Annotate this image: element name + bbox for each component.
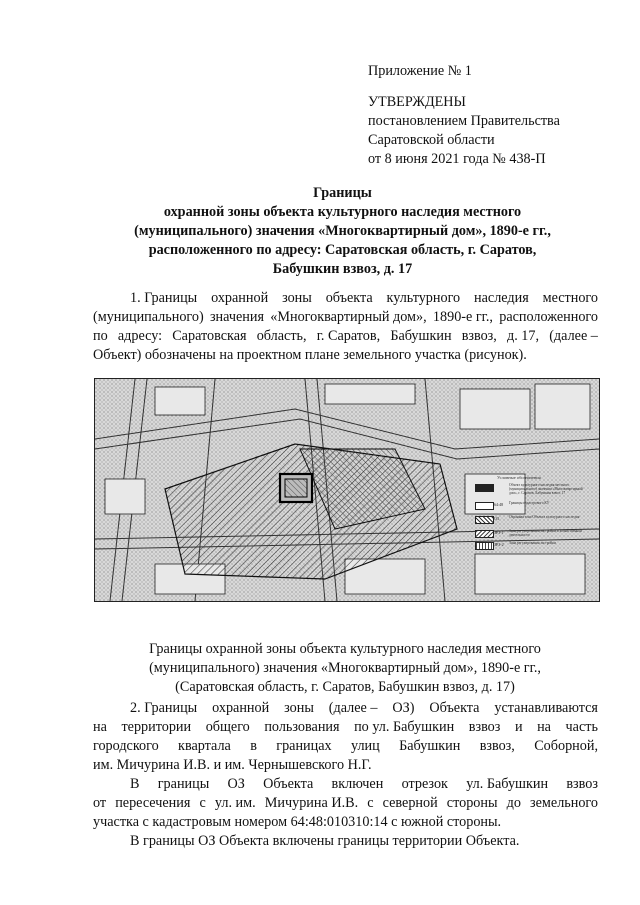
justified-line — [93, 718, 598, 737]
title-line: охранной зоны объекта культурного наследия местного — [163, 204, 522, 220]
title-line: расположенного по адресу: Саратовская область, г. Саратов, — [148, 242, 537, 258]
caption-line: (муниципального) значения «Многоквартирный дом», 1890-е гг., — [149, 660, 541, 676]
word: стороны — [446, 795, 498, 811]
word: 1. Границы — [130, 290, 198, 306]
word: включен — [331, 776, 384, 792]
document-title — [95, 184, 590, 279]
approval-block — [368, 62, 618, 169]
word: взвоз, — [461, 328, 497, 344]
approval-line: постановлением Правительства — [368, 113, 560, 129]
word: взвоз — [468, 719, 501, 735]
word: наследия — [474, 290, 529, 306]
word: от — [93, 795, 107, 811]
word: с — [367, 795, 374, 811]
word: Саратовская — [172, 328, 247, 344]
paragraph-4-text: В границы ОЗ Объекта включены границы территории Объекта. — [130, 833, 520, 849]
last-line — [93, 756, 598, 775]
word: охранной — [211, 290, 269, 306]
word: «Многоквартирный дом», — [270, 309, 427, 325]
word: устанавливаются — [494, 700, 598, 716]
word: в — [250, 738, 257, 754]
legend-text: Охранная зона Объекта культурного наследия — [509, 515, 580, 519]
title-line: (муниципального) значения «Многоквартирный дом», 1890-е гг., — [134, 223, 551, 239]
word: по — [93, 328, 108, 344]
legend-code: 64:48 — [494, 502, 504, 507]
approval-line: Саратовской области — [368, 132, 495, 148]
word: на — [537, 719, 551, 735]
word: 1890-е гг., — [432, 309, 493, 325]
legend-text: Зона регулирования застройки — [509, 541, 556, 545]
legend-text: Зона регулирования застройки и хозяйственной деятельности — [509, 529, 583, 538]
word: до — [506, 795, 521, 811]
legend-code: ЗРЗ-2 — [494, 542, 504, 547]
word: Объекта — [429, 700, 480, 716]
legend-item — [475, 515, 593, 525]
legend-swatch — [475, 542, 494, 550]
justified-line — [93, 327, 598, 346]
legend-item — [475, 501, 593, 511]
title-line: Бабушкин взвоз, д. 17 — [272, 261, 413, 277]
legend-item — [475, 529, 593, 539]
word: часть — [565, 719, 598, 735]
legend-swatch — [475, 502, 494, 510]
legend-text: Объект культурного наследия местного (муниципального) значения «Многоквартирный дом», г. Саратов, Бабушкин взвоз, 17 — [509, 483, 583, 496]
word: местного — [542, 290, 598, 306]
legend-code: ОЗ — [494, 516, 499, 521]
paragraph-4 — [93, 832, 598, 851]
word: Соборной, — [534, 738, 598, 754]
word: ОЗ) — [392, 700, 415, 716]
caption-line: (Саратовская область, г. Саратов, Бабушкин взвоз, д. 17) — [175, 679, 515, 695]
approval-date: от 8 июня 2021 года № 438-П — [368, 151, 546, 167]
word: территории — [121, 719, 192, 735]
word: Бабушкин — [390, 328, 452, 344]
legend-swatch — [475, 530, 494, 538]
word: городского — [93, 738, 159, 754]
title-line: Границы — [313, 185, 372, 201]
word: границах — [276, 738, 332, 754]
word: по ул. Бабушкин — [354, 719, 455, 735]
word: расположенного — [499, 309, 598, 325]
word: взвоз, — [479, 738, 515, 754]
word: общего — [205, 719, 250, 735]
annex-number: Приложение № 1 — [368, 63, 472, 79]
approved-heading: УТВЕРЖДЕНЫ — [368, 94, 466, 110]
word: пересечения — [115, 795, 191, 811]
word: им. Мичурина И.В. и им. Чернышевского Н.Г. — [93, 757, 372, 773]
legend-item — [475, 541, 593, 551]
word: адресу: — [117, 328, 163, 344]
word: 2. Границы — [130, 700, 198, 716]
word: культурного — [386, 290, 461, 306]
word: отрезок — [401, 776, 448, 792]
legend-title: Условные обозначения — [497, 475, 541, 480]
justified-line — [93, 699, 598, 718]
word: земельного — [530, 795, 598, 811]
word: зоны — [284, 700, 314, 716]
caption-line: Границы охранной зоны объекта культурного наследия местного — [149, 641, 541, 657]
justified-line — [93, 289, 598, 308]
last-line — [93, 813, 598, 832]
paragraph-2 — [93, 699, 598, 851]
word: д. 17, — [507, 328, 540, 344]
last-line — [93, 346, 598, 365]
word: пользования — [264, 719, 340, 735]
word: Бабушкин — [399, 738, 461, 754]
word: Объекта — [263, 776, 314, 792]
word: улиц — [351, 738, 380, 754]
justified-line — [93, 794, 598, 813]
word: (далее – — [549, 328, 598, 344]
word: Мичурина И.В. — [264, 795, 359, 811]
word: зоны — [282, 290, 312, 306]
word: с — [199, 795, 206, 811]
justified-line — [93, 308, 598, 327]
word: охранной — [212, 700, 270, 716]
word: взвоз — [566, 776, 598, 792]
word: (далее – — [328, 700, 378, 716]
word: В — [130, 776, 140, 792]
word: ул. Бабушкин — [466, 776, 549, 792]
word: значения — [209, 309, 265, 325]
word: г. Саратов, — [316, 328, 381, 344]
paragraph-1 — [93, 289, 598, 365]
map-legend — [475, 475, 593, 565]
word: участка с кадастровым номером 64:48:010310:14 с южной стороны. — [93, 814, 502, 830]
word: на — [93, 719, 107, 735]
word: границы — [157, 776, 210, 792]
figure-caption — [95, 640, 595, 697]
legend-swatch — [475, 484, 494, 492]
cadastral-map — [94, 378, 600, 602]
justified-line — [93, 775, 598, 794]
word: и — [514, 719, 523, 735]
word: квартала — [178, 738, 231, 754]
word: (муниципального) — [93, 309, 204, 325]
legend-code: ЗРЗ-1 — [494, 530, 504, 535]
word: ОЗ — [227, 776, 245, 792]
legend-item — [475, 483, 593, 496]
word: область, — [256, 328, 307, 344]
word: северной — [382, 795, 438, 811]
legend-swatch — [475, 516, 494, 524]
word: Объект) обозначены на проектном плане земельного участка (рисунок). — [93, 347, 527, 363]
justified-line — [93, 737, 598, 756]
word: объекта — [325, 290, 373, 306]
legend-text: Границы кадастрового КУ — [509, 501, 550, 505]
word: ул. им. — [214, 795, 256, 811]
